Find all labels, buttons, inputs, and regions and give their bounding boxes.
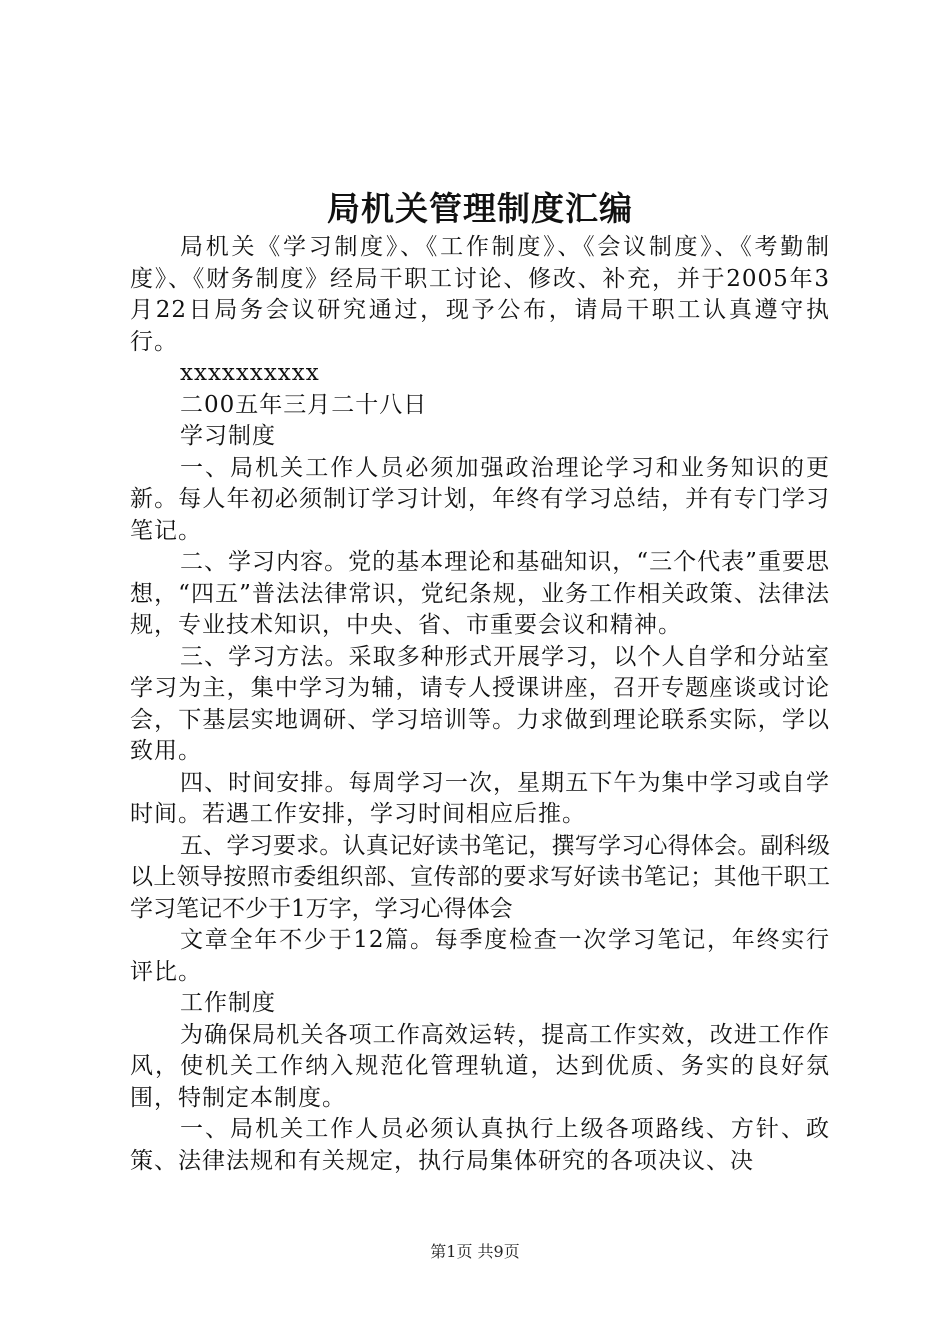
document-page <box>130 180 830 1177</box>
section-heading-work: 工作制度 <box>180 990 276 1016</box>
paragraph-work-intro: 为确保局机关各项工作高效运转，提高工作实效，改进工作作风，使机关工作纳入规范化管理轨道，达到优质、务实的良好氛围，特制定本制度。 <box>130 1021 830 1111</box>
paragraph-study-2: 二、学习内容。党的基本理论和基础知识，“三个代表”重要思想，“四五”普法法律常识，党纪条规，业务工作相关政策、法律法规，专业技术知识，中央、省、市重要会议和精神。 <box>130 549 830 638</box>
paragraph-study-1: 一、局机关工作人员必须加强政治理论学习和业务知识的更新。每人年初必须制订学习计划，年终有学习总结，并有专门学习笔记。 <box>130 454 830 544</box>
paragraph-study-4: 四、时间安排。每周学习一次，星期五下午为集中学习或自学时间。若遇工作安排，学习时间相应后推。 <box>130 769 830 827</box>
paragraph-study-5: 五、学习要求。认真记好读书笔记，撰写学习心得体会。副科级以上领导按照市委组织部、宣传部的要求写好读书笔记；其他干职工学习笔记不少于1万字，学习心得体会 <box>130 832 830 922</box>
paragraph-signature: xxxxxxxxxx <box>180 360 320 386</box>
section-heading-study: 学习制度 <box>180 423 276 449</box>
paragraph-study-3: 三、学习方法。采取多种形式开展学习，以个人自学和分站室学习为主，集中学习为辅，请专人授课讲座，召开专题座谈或讨论会，下基层实地调研、学习培训等。力求做到理论联系实际，学以致用。 <box>130 643 830 764</box>
paragraph-study-5-cont: 文章全年不少于12篇。每季度检查一次学习笔记，年终实行评比。 <box>130 927 830 985</box>
paragraph-intro: 局机关《学习制度》、《工作制度》、《会议制度》、《考勤制度》、《财务制度》经局干职工讨论、修改、补充，并于2005年3月22日局务会议研究通过，现予公布，请局干职工认真遵守执行。 <box>130 234 830 355</box>
paragraph-work-1: 一、局机关工作人员必须认真执行上级各项路线、方针、政策、法律法规和有关规定，执行局集体研究的各项决议、决 <box>130 1116 830 1174</box>
document-title: 局机关管理制度汇编 <box>327 189 633 228</box>
paragraph-date: 二00五年三月二十八日 <box>180 391 428 418</box>
page-footer: 第1页 共9页 <box>430 1242 520 1261</box>
